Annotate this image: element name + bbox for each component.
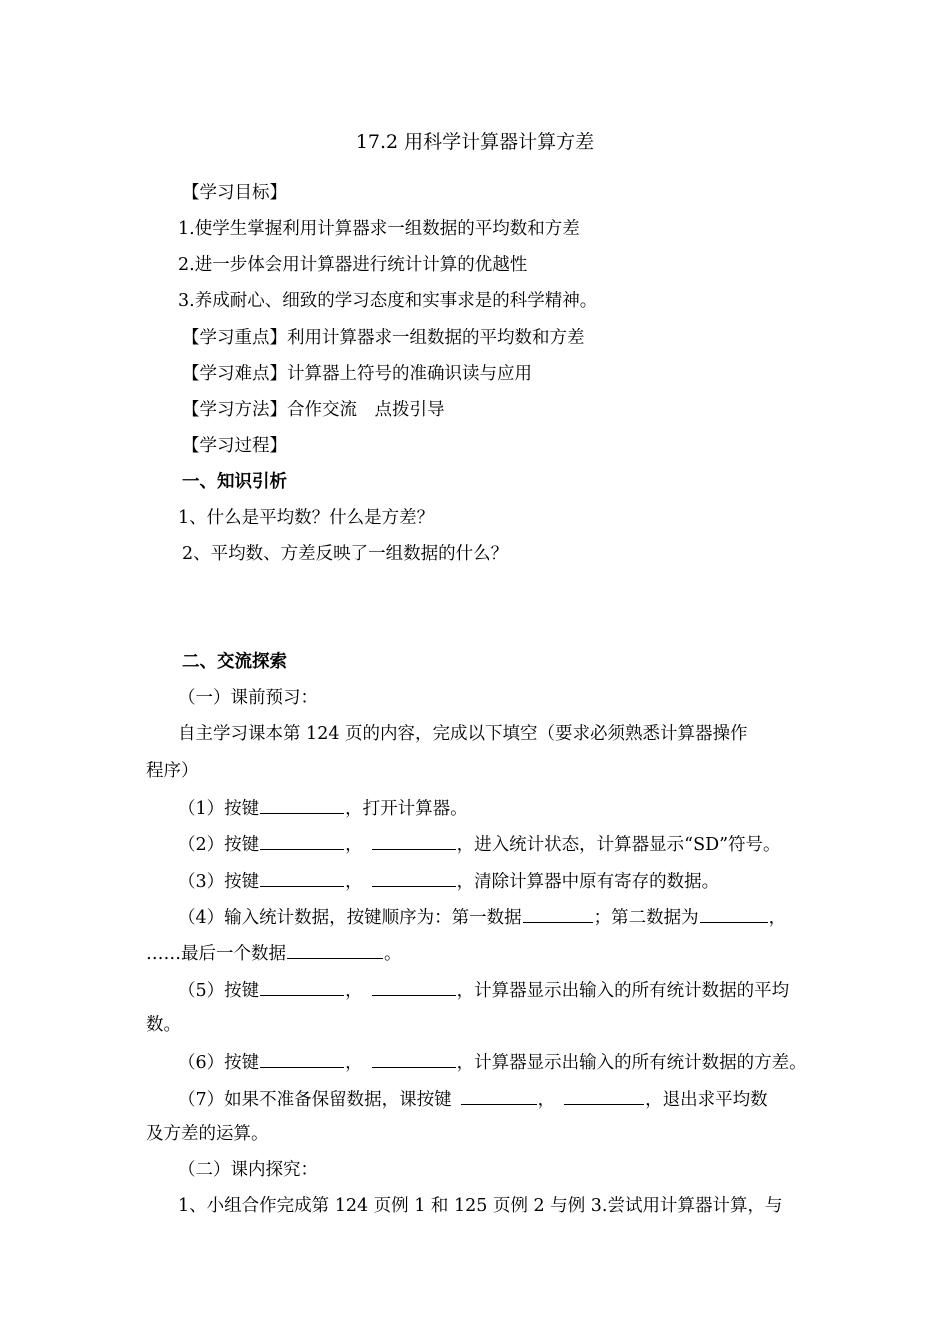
step-3-label: （3）按键	[178, 872, 260, 892]
step-4-sep: ，	[768, 908, 787, 928]
question-1: 1、什么是平均数？什么是方差？	[178, 508, 435, 528]
blank-field[interactable]	[260, 868, 344, 887]
goal-2: 2.进一步体会用计算器进行统计计算的优越性	[178, 255, 528, 275]
step-4-end: 。	[384, 944, 402, 964]
section-2-heading: 二、交流探索	[182, 652, 287, 672]
step-1-label: （1）按键	[178, 799, 260, 819]
step-5-text: ，计算器显示出输入的所有统计数据的平均	[456, 981, 790, 1001]
blank-field[interactable]	[372, 868, 456, 887]
step-2	[178, 831, 781, 857]
step-6-sep: ，	[345, 1053, 363, 1073]
step-4-cont	[146, 940, 402, 966]
step-4	[178, 904, 786, 930]
key-points: 【学习重点】利用计算器求一组数据的平均数和方差	[182, 328, 585, 348]
step-7-sep: ，	[537, 1090, 556, 1110]
step-2-label: （2）按键	[178, 835, 260, 855]
preview-header: （一）课前预习：	[178, 688, 318, 708]
inclass-header: （二）课内探究：	[178, 1160, 318, 1180]
blank-field[interactable]	[523, 904, 593, 923]
step-1-text: ，打开计算器。	[345, 799, 468, 819]
step-5-cont: 数。	[146, 1015, 181, 1035]
step-7	[178, 1086, 768, 1112]
blank-field[interactable]	[564, 1086, 644, 1105]
section-1-heading: 一、知识引析	[182, 472, 287, 492]
step-2-text: ，进入统计状态，计算器显示“SD”符号。	[456, 835, 781, 855]
blank-field[interactable]	[700, 904, 768, 923]
blank-field[interactable]	[260, 795, 344, 814]
preview-intro-cont: 程序）	[146, 761, 199, 781]
question-2: 2、平均数、方差反映了一组数据的什么？	[182, 544, 509, 564]
goal-3: 3.养成耐心、细致的学习态度和实事求是的科学精神。	[178, 291, 598, 311]
step-6	[178, 1049, 807, 1075]
methods: 【学习方法】合作交流 点拨引导	[182, 400, 445, 420]
page-title: 17.2 用科学计算器计算方差	[355, 131, 595, 153]
blank-field[interactable]	[372, 977, 456, 996]
step-4-mid: ；第二数据为	[593, 908, 699, 928]
step-4-label: （4）输入统计数据，按键顺序为：第一数据	[178, 908, 522, 928]
process-header: 【学习过程】	[182, 436, 287, 456]
difficulties: 【学习难点】计算器上符号的准确识读与应用	[182, 364, 532, 384]
step-3-sep: ，	[345, 872, 363, 892]
goal-1: 1.使学生掌握利用计算器求一组数据的平均数和方差	[178, 219, 580, 239]
goals-header: 【学习目标】	[182, 183, 287, 203]
step-5	[178, 977, 789, 1003]
inclass-item-1: 1、小组合作完成第 124 页例 1 和 125 页例 2 与例 3.尝试用计算器计算，与	[178, 1196, 783, 1216]
step-3-text: ，清除计算器中原有寄存的数据。	[456, 872, 720, 892]
step-3	[178, 868, 719, 894]
step-1	[178, 795, 468, 821]
blank-field[interactable]	[260, 1049, 344, 1068]
step-5-sep: ，	[345, 981, 363, 1001]
blank-field[interactable]	[287, 940, 383, 959]
step-7-label: （7）如果不准备保留数据，课按键	[178, 1090, 452, 1110]
blank-field[interactable]	[372, 1049, 456, 1068]
preview-intro: 自主学习课本第 124 页的内容，完成以下填空（要求必须熟悉计算器操作	[178, 724, 748, 744]
step-6-text: ，计算器显示出输入的所有统计数据的方差。	[456, 1053, 807, 1073]
step-5-label: （5）按键	[178, 981, 260, 1001]
blank-field[interactable]	[461, 1086, 537, 1105]
step-4-last-label: ……最后一个数据	[146, 944, 286, 964]
blank-field[interactable]	[372, 831, 456, 850]
step-6-label: （6）按键	[178, 1053, 260, 1073]
blank-field[interactable]	[260, 831, 344, 850]
blank-field[interactable]	[260, 977, 344, 996]
step-7-text: ，退出求平均数	[645, 1090, 768, 1110]
step-2-sep: ，	[345, 835, 363, 855]
step-7-cont: 及方差的运算。	[146, 1124, 269, 1144]
